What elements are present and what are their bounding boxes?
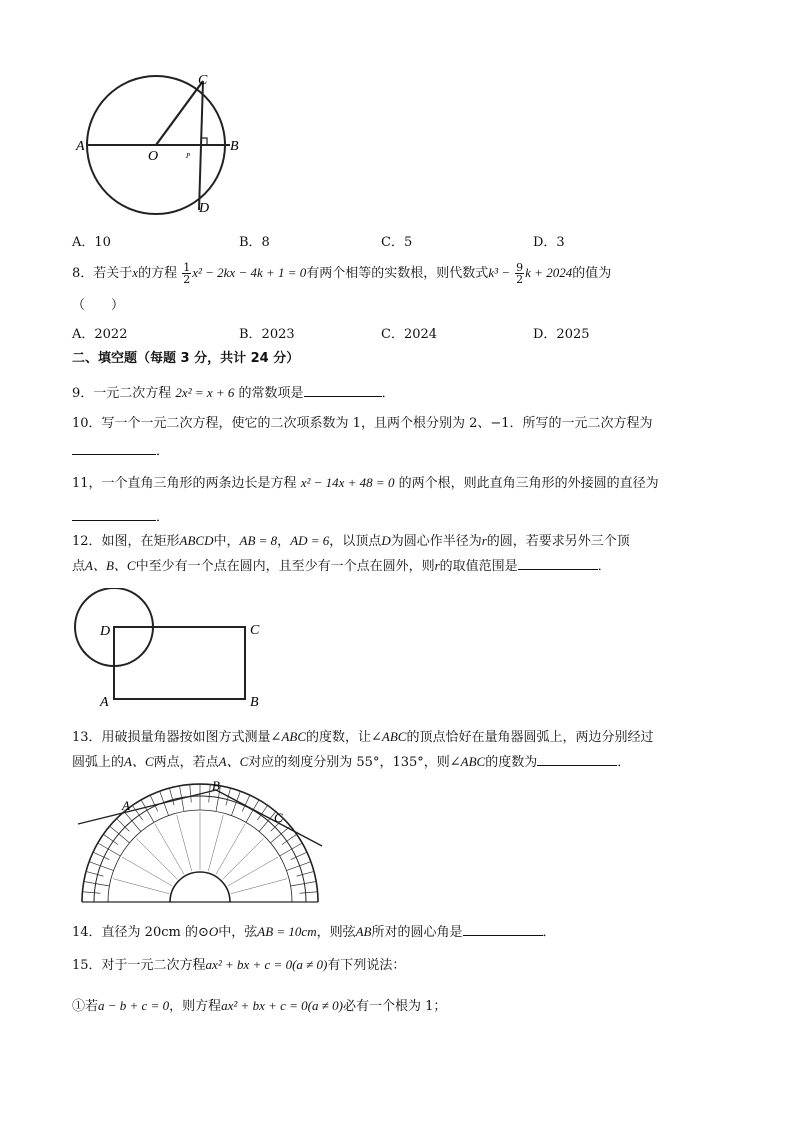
- protractor-spoke: [177, 815, 192, 871]
- q7-option-a: A．10: [72, 235, 111, 250]
- q8-option-b: B．2023: [239, 327, 295, 342]
- q8-option-d: D．2025: [533, 327, 590, 342]
- protractor-tick: [291, 882, 317, 887]
- protractor-tick: [98, 843, 121, 856]
- q9-equation: 2x² = x + 6: [175, 385, 235, 400]
- q8-option-c: C．2024: [381, 327, 438, 342]
- point-label-b: B: [250, 695, 259, 708]
- q8-answer-paren: （ ）: [72, 298, 125, 313]
- point-label-a: A: [122, 798, 130, 813]
- protractor-tick: [300, 892, 318, 894]
- question-15: 15．对于一元二次方程ax² + bx + c = 0(a ≠ 0)有下列说法：: [72, 957, 406, 973]
- protractor-tick: [82, 892, 100, 894]
- protractor-spoke: [122, 857, 172, 886]
- question-11: 11，一个直角三角形的两条边长是方程 x² − 14x + 48 = 0 的两个根，则此直角三角形的外接圆的直径为: [72, 475, 659, 491]
- protractor-tick: [150, 795, 158, 811]
- protractor-tick: [93, 852, 109, 860]
- protractor-spoke: [208, 815, 223, 871]
- protractor-tick: [190, 784, 192, 802]
- protractor-spoke: [136, 838, 177, 879]
- q7-option-b: B．8: [239, 235, 270, 250]
- point-label-a: A: [100, 695, 109, 708]
- q11-answer-blank[interactable]: [72, 506, 156, 521]
- protractor-tick: [84, 882, 110, 887]
- protractor-tick: [103, 834, 118, 844]
- q8-expr-b: k + 2024: [525, 265, 573, 280]
- protractor-spoke: [231, 879, 287, 894]
- circle-symbol: ⊙: [197, 925, 209, 940]
- q9-answer-blank[interactable]: [304, 382, 382, 397]
- protractor-tick: [209, 784, 211, 802]
- question-13-line-2: 圆弧上的A、C两点，若点A、C对应的刻度分别为 55°，135°，则∠ABC的度数为 ．: [72, 751, 630, 773]
- q8-prefix: 8．若关于: [72, 266, 133, 281]
- point-label-d: D: [199, 201, 210, 216]
- section-2-heading: 二、填空题（每题 3 分，共计 24 分）: [72, 351, 300, 366]
- q7-option-c: C．5: [381, 235, 413, 250]
- figure-q12-rectangle: [70, 588, 270, 708]
- q8-equation: x² − 2kx − 4k + 1 = 0: [192, 265, 307, 280]
- question-13-line-1: 13．用破损量角器按如图方式测量∠ABC的度数，让∠ABC的顶点恰好在量角器圆弧上，两边分别经过: [72, 729, 654, 745]
- point-label-d: D: [100, 624, 111, 639]
- question-15-item-1: ①若a − b + c = 0，则方程ax² + bx + c = 0(a ≠ 0)必有一个根为 1；: [72, 998, 447, 1014]
- question-8: [72, 262, 611, 285]
- protractor-spoke: [155, 824, 184, 874]
- protractor-tick: [280, 843, 303, 856]
- question-12-line-1: 12．如图，在矩形ABCD中，AB = 8，AD = 6，以顶点D为圆心作半径为r的圆，若要求另外三个顶: [72, 533, 630, 549]
- q14-answer-blank[interactable]: [463, 921, 543, 936]
- protractor-spoke: [113, 879, 169, 894]
- protractor-spoke: [223, 838, 264, 879]
- protractor-tick: [141, 800, 154, 823]
- question-14: 14．直径为 20cm 的⊙O中，弦AB = 10cm，则弦AB所对的圆心角是 ．: [72, 921, 556, 943]
- q8-fraction-half: $\frac{1}{2}$: [183, 261, 191, 286]
- q11-answer-line: ．: [72, 506, 169, 528]
- q13-answer-blank[interactable]: [537, 751, 617, 766]
- q12-answer-blank[interactable]: [518, 555, 598, 570]
- q8-mid2: 有两个相等的实数根，则代数式: [306, 266, 489, 281]
- protractor-tick: [242, 795, 250, 811]
- question-9: 9．一元二次方程 2x² = x + 6 的常数项是 ．: [72, 382, 395, 404]
- point-label-b: B: [230, 139, 239, 154]
- point-label-b: B: [212, 780, 220, 793]
- question-10: 10．写一个一元二次方程，使它的二次项系数为 1，且两个根分别为 2、−1．所写的一元二次方程为: [72, 416, 653, 431]
- protractor-spoke: [228, 857, 278, 886]
- figure-q7-circle: [70, 70, 250, 220]
- q8-option-a: A．2022: [72, 327, 128, 342]
- q10-answer-line: ．: [72, 440, 169, 462]
- point-label-o: O: [148, 149, 159, 164]
- protractor-tick: [282, 834, 297, 844]
- q8-fraction-nine-halves: $\frac{9}{2}$: [516, 261, 524, 286]
- protractor-tick: [132, 805, 142, 820]
- protractor-tick: [169, 788, 174, 805]
- q8-var-x: x: [132, 265, 139, 280]
- protractor-tick: [291, 852, 307, 860]
- point-label-c: C: [250, 623, 260, 638]
- q8-mid1: 的方程: [138, 266, 178, 281]
- q8-tail: 的值为: [572, 266, 612, 281]
- protractor-tick: [86, 871, 103, 876]
- figure-q13-protractor: [70, 780, 330, 910]
- q7-option-d: D．3: [533, 235, 565, 250]
- protractor-tick: [297, 871, 314, 876]
- question-12-line-2: 点A、B、C中至少有一个点在圆内，且至少有一个点在圆外，则r的取值范围是 ．: [72, 555, 611, 577]
- point-label-a: A: [76, 139, 85, 154]
- q11-equation: x² − 14x + 48 = 0: [300, 475, 395, 490]
- point-label-c: C: [198, 73, 208, 88]
- q10-answer-blank[interactable]: [72, 440, 156, 455]
- point-label-p: P: [186, 152, 191, 160]
- q8-expr-a: k³ −: [488, 265, 511, 280]
- protractor-spoke: [216, 824, 245, 874]
- point-label-c: C: [274, 810, 283, 825]
